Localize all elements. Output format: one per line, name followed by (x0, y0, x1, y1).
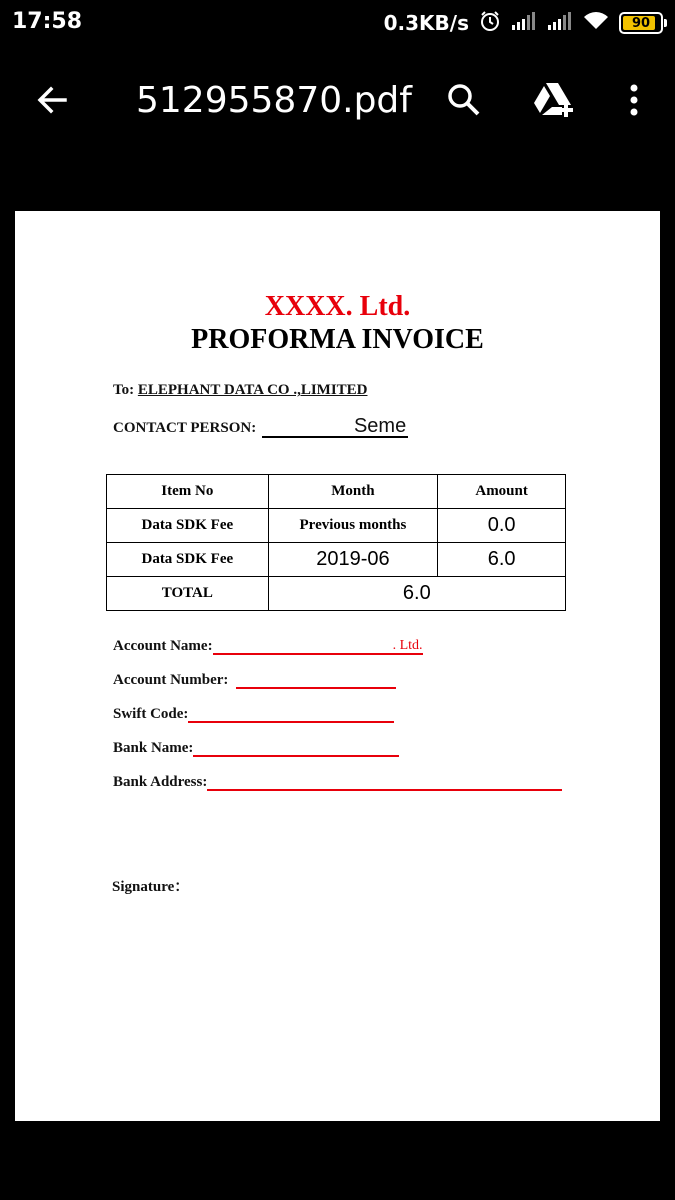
back-button[interactable] (30, 78, 74, 122)
invoice-table (106, 474, 566, 611)
total-value: 6.0 (268, 577, 565, 611)
bank-name-blank (193, 740, 399, 757)
account-name-line (113, 638, 423, 655)
account-name-value: . Ltd. (213, 638, 423, 655)
more-vert-icon (629, 83, 639, 117)
swift-code-blank (188, 706, 394, 723)
swift-code-line (113, 706, 394, 723)
row-amount: 0.0 (438, 509, 566, 543)
status-bar (0, 0, 675, 48)
table-total-row (107, 577, 566, 611)
battery-level: 90 (631, 15, 651, 31)
row-item: Data SDK Fee (107, 543, 269, 577)
table-row (107, 543, 566, 577)
table-row (107, 509, 566, 543)
row-item: Data SDK Fee (107, 509, 269, 543)
battery-icon (619, 12, 663, 34)
drive-add-icon (533, 81, 575, 119)
bank-address-label: Bank Address: (113, 774, 208, 790)
row-month: Previous months (268, 509, 438, 543)
recipient-company: ELEPHANT DATA CO .,LIMITED (137, 382, 368, 398)
row-month: 2019-06 (268, 543, 438, 577)
back-arrow-icon (35, 83, 69, 117)
add-to-drive-button[interactable] (532, 78, 576, 122)
contact-label: CONTACT PERSON: (113, 420, 257, 436)
search-button[interactable] (442, 78, 486, 122)
table-header-row (107, 475, 566, 509)
total-label: TOTAL (107, 577, 269, 611)
bank-name-label: Bank Name: (113, 740, 194, 756)
invoice-title: PROFORMA INVOICE (191, 324, 484, 355)
app-toolbar (0, 60, 675, 140)
bank-address-blank (207, 774, 562, 791)
bank-address-line (113, 774, 562, 791)
status-time: 17:58 (12, 9, 83, 34)
document-title: 512955870.pdf (136, 80, 412, 121)
swift-code-label: Swift Code: (113, 706, 189, 722)
signature-label: Signature： (112, 879, 190, 895)
bank-name-line (113, 740, 399, 757)
to-label: To: (113, 382, 138, 398)
header-month: Month (268, 475, 438, 509)
pdf-page (15, 211, 660, 1121)
header-item-no: Item No (107, 475, 269, 509)
contact-person-value: Seme (262, 416, 408, 438)
recipient-line (113, 382, 368, 399)
status-indicators (384, 9, 663, 37)
signal-icon-2 (547, 11, 573, 35)
wifi-icon (583, 11, 609, 35)
account-number-line (113, 672, 396, 689)
account-name-label: Account Name: (113, 638, 213, 654)
account-number-label: Account Number: (113, 672, 229, 688)
header-amount: Amount (438, 475, 566, 509)
alarm-icon (479, 10, 501, 36)
search-icon (446, 82, 482, 118)
account-number-blank (236, 672, 396, 689)
contact-person-line (113, 416, 408, 438)
company-name: XXXX. Ltd. (264, 291, 411, 322)
battery-tip (664, 19, 667, 27)
signal-icon (511, 11, 537, 35)
more-options-button[interactable] (612, 78, 656, 122)
row-amount: 6.0 (438, 543, 566, 577)
network-speed: 0.3KB/s (383, 11, 469, 35)
